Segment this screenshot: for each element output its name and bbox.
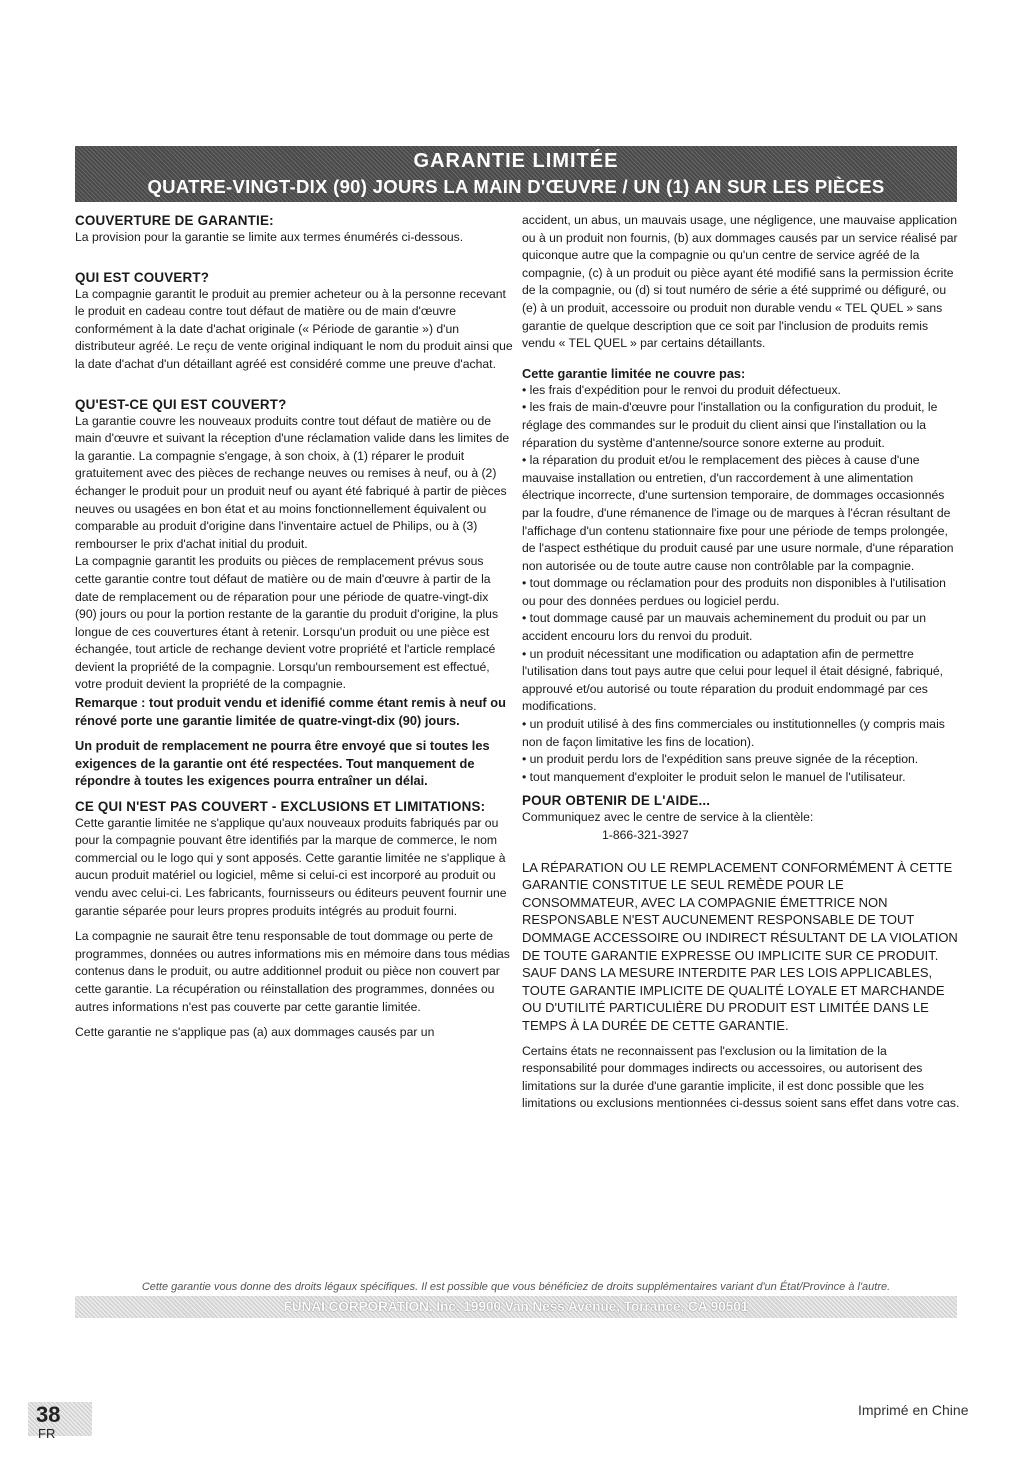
para-state-limitations: Certains états ne reconnaissent pas l'exclusion ou la limitation de la responsabilité pour dommages indirects ou accessoires, ou autorisent des limitations sur la durée d'une garantie implicite, il est donc possible que les limitations ou exclusions mentionnées ci-dessus soient sans effet dans votre cas. — [522, 1043, 960, 1111]
bullet-item: • les frais d'expédition pour le renvoi du produit défectueux. — [522, 382, 841, 397]
left-column — [75, 212, 513, 1050]
heading-who-covered: QUI EST COUVERT? — [75, 269, 210, 285]
company-address: FUNAI CORPORATION, Inc. 19900 Van Ness Avenue, Torrance, CA 90501 — [283, 1299, 749, 1314]
para-what-covered-1: La garantie couvre les nouveaux produits contre tout défaut de matière ou de main d'œuvre et suivant la réception d'une réclamation valide dans les limites de la garantie. La compagnie s'engage, à son choix, à (1) réparer le produit gratuitement avec des pièces de rechange neuves ou remises à neuf, ou à (2) échanger le produit pour un produit neuf ou ayant été fabriqué à partir de pièces neuves ou usagées en bon état et au moins fonctionnellement équivalent ou comparable au produit d'origine dans l'inventaire actuel de Philips, ou à (3) rembourser le prix d'achat initial du produit. — [75, 413, 510, 551]
para-exclusions-3: Cette garantie ne s'applique pas (a) aux dommages causés par un — [75, 1025, 435, 1040]
company-address-bar — [75, 1296, 957, 1318]
page-number: 38 — [36, 1402, 61, 1427]
para-liability-caps: LA RÉPARATION OU LE REMPLACEMENT CONFORMÉMENT À CETTE GARANTIE CONSTITUE LE SEUL REMÈDE POUR LE CONSOMMATEUR, AVEC LA COMPAGNIE ÉMETTRICE NON RESPONSABLE N'EST AUCUNEMENT RESPONSABLE DE TOUT DOMMAGE ACCESSOIRE OU INDIRECT RÉSULTANT DE LA VIOLATION DE TOUTE GARANTIE EXPRESSE OU IMPLICITE SUR CE PRODUIT. SAUF DANS LA MESURE INTERDITE PAR LES LOIS APPLICABLES, TOUTE GARANTIE IMPLICITE DE QUALITÉ LOYALE ET MARCHANDE OU D'UTILITÉ PARTICULIÈRE DU PRODUIT EST LIMITÉE DANS LE TEMPS À LA DURÉE DE CETTE GARANTIE. — [522, 859, 958, 1033]
remark-refurbished: Remarque : tout produit vendu et idenifié comme étant remis à neuf ou rénové porte une garantie limitée de quatre-vingt-dix (90) jours. — [75, 695, 506, 728]
para-get-help: Communiquez avec le centre de service à la clientèle: — [522, 810, 814, 825]
para-what-covered-2: La compagnie garantit les produits ou pièces de remplacement prévus sous cette garantie contre tout défaut de matière ou de main d'œuvre à partir de la date de remplacement ou de réparation pour une période de quatre-vingt-dix (90) jours ou pour la portion restante de la garantie du produit d'origine, la plus longue de ces couvertures étant à retenir. Lorsqu'un produit ou une pièce est échangée, tout article de rechange devient votre propriété et l'article remplacé devient la propriété de la compagnie. Lorsqu'un remboursement est effectué, votre produit devient la propriété de la compagnie. — [75, 554, 499, 692]
para-coverage: La provision pour la garantie se limite aux termes énumérés ci-dessous. — [75, 230, 464, 244]
heading-exclusions: CE QUI N'EST PAS COUVERT - EXCLUSIONS ET LIMITATIONS: — [75, 798, 486, 814]
bullet-item: • tout manquement d'exploiter le produit selon le manuel de l'utilisateur. — [522, 769, 906, 784]
language-code: FR — [38, 1426, 56, 1441]
notice-replacement: Un produit de remplacement ne pourra être envoyé que si toutes les exigences de la garantie ont été respectées. Tout manquement de répondre à toutes les exigences pourra entraîner un délai. — [75, 738, 490, 789]
bullet-item: • tout dommage ou réclamation pour des produits non disponibles à l'utilisation ou pour des données perdues ou logiciel perdu. — [522, 576, 946, 608]
warranty-banner — [75, 146, 957, 202]
banner-subtitle: QUATRE-VINGT-DIX (90) JOURS LA MAIN D'ŒUVRE / UN (1) AN SUR LES PIÈCES — [147, 176, 885, 197]
bullet-item: • les frais de main-d'œuvre pour l'installation ou la configuration du produit, le réglage des commandes sur le produit du client ainsi que l'installation ou la réparation du système d'antenne/source sonore externe au produit. — [522, 400, 938, 450]
para-exclusions-1: Cette garantie limitée ne s'applique qu'aux nouveaux produits fabriqués par ou pour la compagnie pouvant être identifiés par la marque de commerce, le nom commercial ou le logo qui y sont apposés. Cette garantie limitée ne s'applique à aucun produit matériel ou logiciel, même si celui-ci est incorporé au produit ou vendu avec celui-ci. Les fabricants, fournisseurs ou éditeurs peuvent fournir une garantie séparée pour leurs propres produits intégrés au produit fourni. — [75, 815, 507, 918]
heading-what-covered: QU'EST-CE QUI EST COUVERT? — [75, 396, 287, 412]
support-phone: 1-866-321-3927 — [602, 828, 689, 842]
para-who-covered: La compagnie garantit le produit au premier acheteur ou à la personne recevant le produit en cadeau contre tout défaut de matière ou de main d'œuvre conformément à la date d'achat originale (« Période de garantie ») d'un distributeur agréé. Le reçu de vente original indiquant le nom du produit ainsi que la date d'achat d'un détaillant agréé est considéré comme une preuve d'achat. — [75, 286, 513, 371]
bullet-item: • la réparation du produit et/ou le remplacement des pièces à cause d'une mauvaise installation ou entretien, d'un raccordement à une alimentation électrique incorrecte, d'une surtension temporaire, de dommages occasionnés par la foudre, d'une rémanence de l'image ou de marques à l'écran résultant de l'affichage d'un contenu stationnaire fixe pour une période de temps prolongée, de l'aspect esthétique du produit causé par une usure normale, d'une réparation non autorisée ou de toute autre cause non contrôlable par la compagnie. — [522, 453, 954, 573]
bullet-item: • un produit perdu lors de l'expédition sans preuve signée de la réception. — [522, 752, 919, 767]
para-exclusions-2: La compagnie ne saurait être tenu responsable de tout dommage ou perte de programmes, données ou autres informations mis en mémoire dans tous médias contenus dans le produit, ou autre additionnel produit ou pièce non couvert par cette garantie. La récupération ou réinstallation des programmes, données ou autres informations n'est pas couverte par cette garantie limitée. — [75, 929, 510, 1014]
bullet-item: • un produit utilisé à des fins commerciales ou institutionnelles (y compris mais non de façon limitative les fins de location). — [522, 717, 945, 749]
printed-in: Imprimé en Chine — [858, 1402, 969, 1418]
banner-title: GARANTIE LIMITÉE — [413, 150, 619, 172]
bullet-item: • tout dommage causé par un mauvais acheminement du produit ou par un accident encouru lors du renvoi du produit. — [522, 611, 926, 644]
heading-coverage: COUVERTURE DE GARANTIE: — [75, 213, 274, 228]
right-column — [522, 212, 960, 1121]
para-exclusions-cont: accident, un abus, un mauvais usage, une négligence, une mauvaise application ou à un produit non fournis, (b) aux dommages causés par un service réalisé par quiconque autre que la compagnie ou qu'un centre de service agréé de la compagnie, (c) à un produit ou pièce ayant été modifié sans la permission écrite de la compagnie, ou (d) si tout numéro de série a été supprimé ou défiguré, ou (e) à un produit, accessoire ou produit non durable vendu « TEL QUEL » sans garantie de quelque description que ce soit par l'inclusion de produits remis vendu « TEL QUEL » par certains détaillants. — [522, 213, 958, 351]
heading-not-covered: Cette garantie limitée ne couvre pas: — [522, 365, 746, 381]
legal-rights-note: Cette garantie vous donne des droits légaux spécifiques. Il est possible que vous bénéficiez de droits supplémentaires variant d'un État/Province à l'autre. — [141, 1281, 891, 1293]
bullet-item: • un produit nécessitant une modification ou adaptation afin de permettre l'utilisation dans tout pays autre que celui pour lequel il était désigné, fabriqué, approuvé et/ou autorisé ou toute réparation du produit endommagé par ces modifications. — [522, 646, 944, 714]
heading-get-help: POUR OBTENIR DE L'AIDE... — [522, 793, 711, 809]
